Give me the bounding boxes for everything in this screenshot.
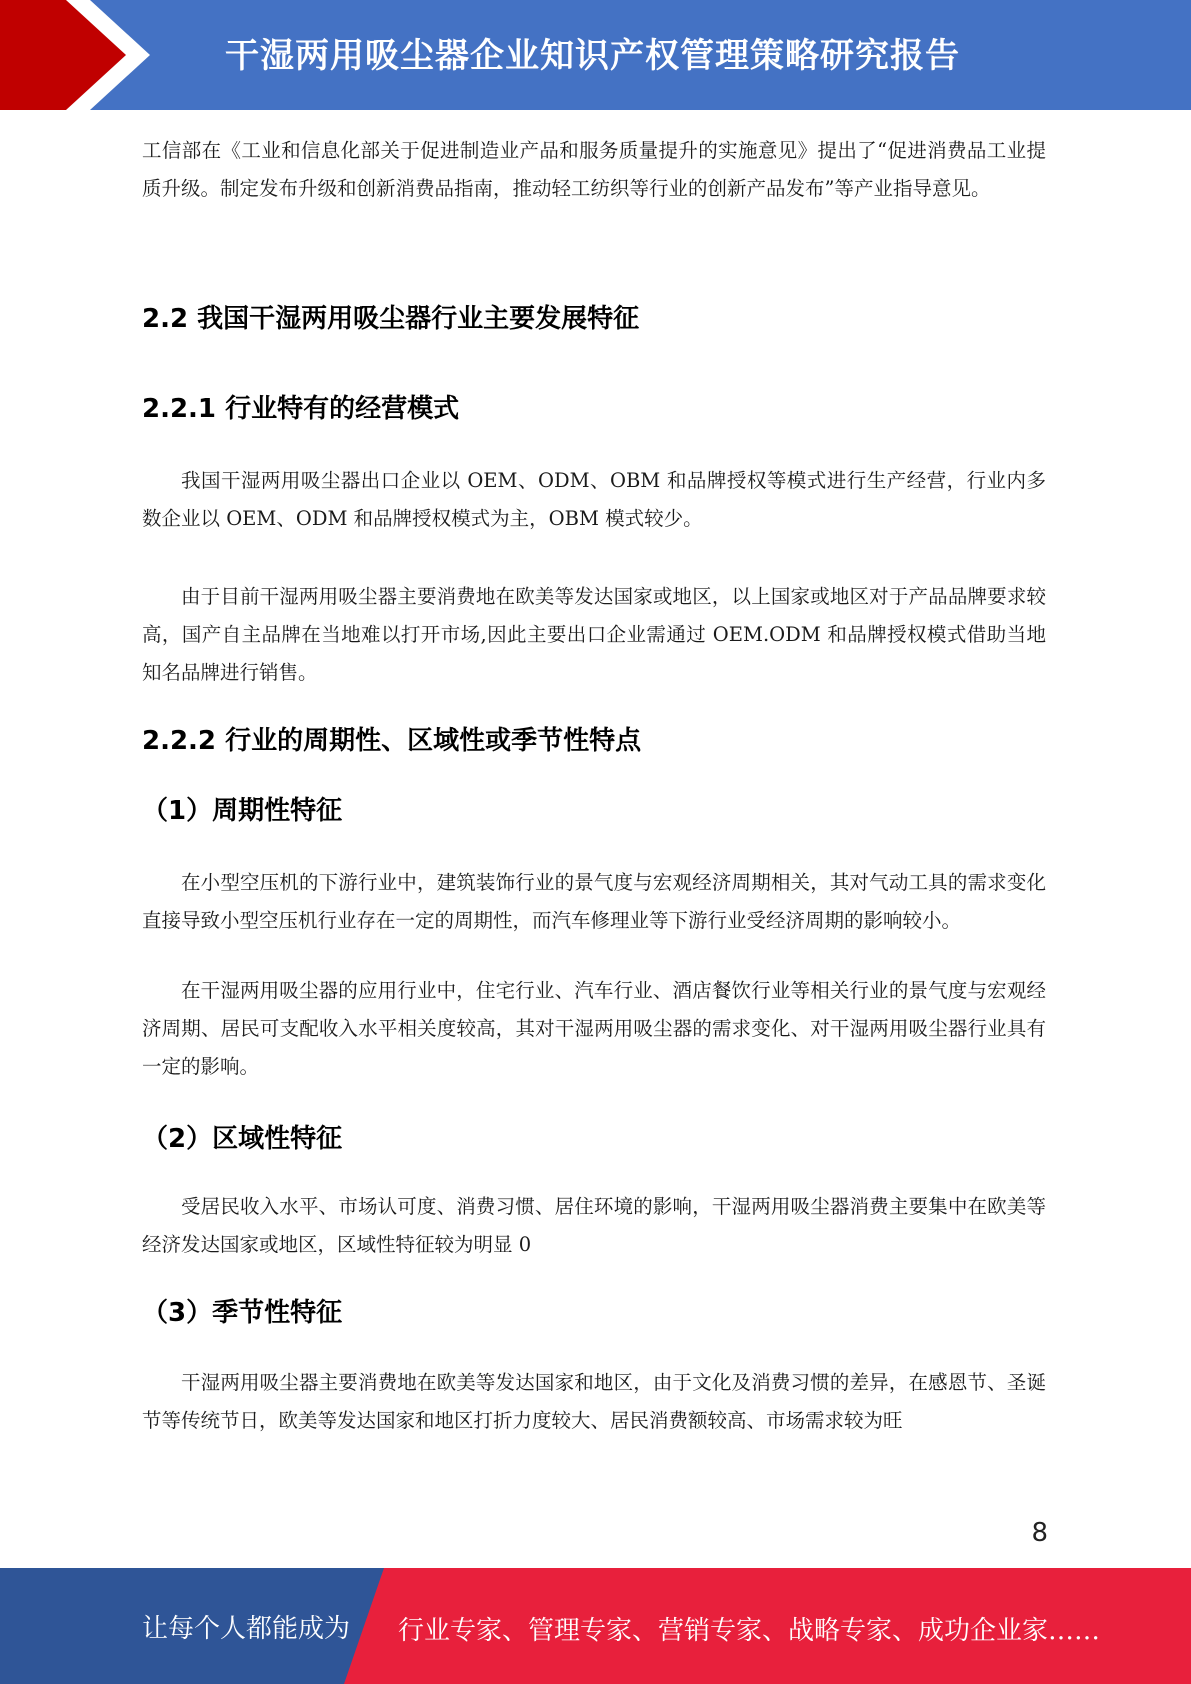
intro-paragraph: 工信部在《工业和信息化部关于促进制造业产品和服务质量提升的实施意见》提出了“促进消费品工业提质升级。制定发布升级和创新消费品指南，推动轻工纺织等行业的创新产品发布”等产业指导意见。 — [142, 139, 1046, 200]
paragraph-cyclical-1: 在小型空压机的下游行业中，建筑装饰行业的景气度与宏观经济周期相关，其对气动工具的需求变化直接导致小型空压机行业存在一定的周期性，而汽车修理业等下游行业受经济周期的影响较小。 — [142, 871, 1046, 932]
subheading-seasonal: （3）季节性特征 — [142, 1298, 343, 1328]
section-heading-2-2: 2.2 我国干湿两用吸尘器行业主要发展特征 — [142, 304, 640, 334]
paragraph-business-mode-2: 由于目前干湿两用吸尘器主要消费地在欧美等发达国家或地区，以上国家或地区对于产品品牌要求较高，国产自主品牌在当地难以打开市场,因此主要出口企业需通过 OEM.ODM 和品牌授权模式借助当地知名品牌进行销售。 — [142, 585, 1046, 684]
subheading-regional: （2）区域性特征 — [142, 1124, 343, 1154]
section-heading-2-2-1: 2.2.1 行业特有的经营模式 — [142, 394, 460, 424]
paragraph-seasonal: 干湿两用吸尘器主要消费地在欧美等发达国家和地区，由于文化及消费习惯的差异，在感恩节、圣诞节等传统节日，欧美等发达国家和地区打折力度较大、居民消费额较高、市场需求较为旺 — [142, 1371, 1046, 1432]
header-arrow-decoration — [0, 0, 160, 110]
section-heading-2-2-2: 2.2.2 行业的周期性、区域性或季节性特点 — [142, 726, 642, 756]
subheading-cyclical: （1）周期性特征 — [142, 796, 343, 826]
footer-slogan-left: 让每个人都能成为 — [142, 1614, 351, 1644]
paragraph-regional: 受居民收入水平、市场认可度、消费习惯、居住环境的影响，干湿两用吸尘器消费主要集中在欧美等经济发达国家或地区，区域性特征较为明显 0 — [142, 1195, 1046, 1256]
paragraph-cyclical-2: 在干湿两用吸尘器的应用行业中，住宅行业、汽车行业、酒店餐饮行业等相关行业的景气度与宏观经济周期、居民可支配收入水平相关度较高，其对干湿两用吸尘器的需求变化、对干湿两用吸尘器行业具有一定的影响。 — [142, 979, 1046, 1078]
page-number: 8 — [1031, 1518, 1048, 1548]
paragraph-business-mode-1: 我国干湿两用吸尘器出口企业以 OEM、ODM、OBM 和品牌授权等模式进行生产经营，行业内多数企业以 OEM、ODM 和品牌授权模式为主，OBM 模式较少。 — [142, 469, 1046, 530]
report-title: 干湿两用吸尘器企业知识产权管理策略研究报告 — [225, 36, 960, 76]
footer-slogan-right: 行业专家、管理专家、营销专家、战略专家、成功企业家…… — [398, 1616, 1101, 1646]
footer-banner — [0, 1568, 1191, 1684]
document-body — [142, 132, 1046, 1440]
header-banner — [0, 0, 1191, 110]
